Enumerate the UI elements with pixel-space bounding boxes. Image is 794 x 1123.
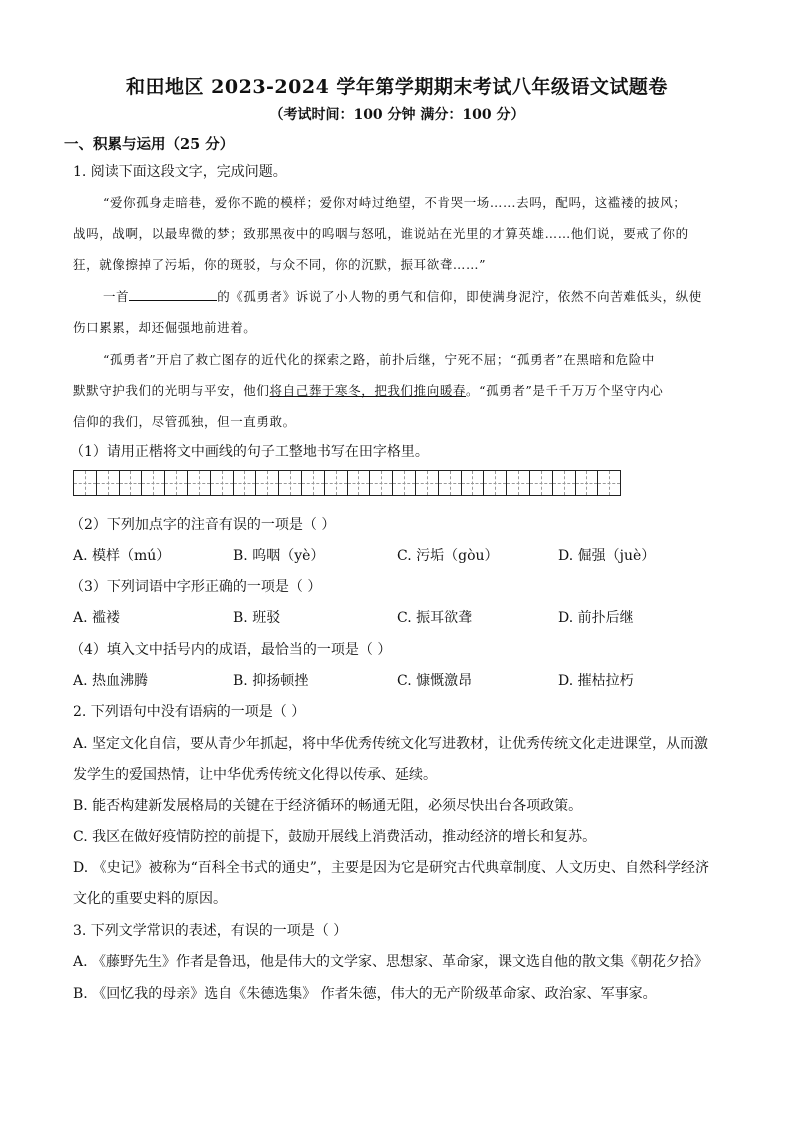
q2-stem: 2. 下列语句中没有语病的一项是（ ） [73,704,306,720]
sub4-option-c[interactable]: C. 慷慨激昂 [397,673,473,689]
q2-option-d-line-1[interactable]: D. 《史记》被称为“百科全书式的通史”，主要是因为它是研究古代典章制度、人文历史、自然科学经济 [73,860,709,876]
grid-cell[interactable] [370,471,393,495]
q1-lyric-line-2: 战吗，战啊，以最卑微的梦；致那黑夜中的呜咽与怒吼，谁说站在光里的才算英雄……他们说，要戒了你的 [73,226,689,241]
grid-cell[interactable] [393,471,416,495]
q1-sub2: （2）下列加点字的注音有误的一项是（ ） [70,517,336,533]
fill-blank[interactable] [129,288,217,301]
grid-cell[interactable] [325,471,348,495]
sub4-option-b[interactable]: B. 抑扬顿挫 [233,673,309,689]
grid-cell[interactable] [598,471,620,495]
tianzige-writing-grid[interactable] [73,470,621,496]
sub2-option-c[interactable]: C. 污垢（gòu） [397,548,499,564]
q3-stem: 3. 下列文学常识的表述，有误的一项是（ ） [73,923,348,939]
q1-para2-line-2: 伤口累累，却还倔强地前进着。 [73,320,257,335]
grid-cell[interactable] [188,471,211,495]
q1-para3-line-3: 信仰的我们，尽管孤独，但一直勇敢。 [73,414,296,429]
grid-cell[interactable] [279,471,302,495]
grid-cell[interactable] [302,471,325,495]
grid-cell[interactable] [484,471,507,495]
q2-option-d-line-2: 文化的重要史料的原因。 [73,891,227,907]
q3-option-a[interactable]: A. 《藤野先生》作者是鲁迅，他是伟大的文学家、思想家、革命家，课文选自他的散文集《朝花夕拾》 [73,954,709,970]
sub3-option-a[interactable]: A. 褴褛 [73,610,121,626]
q2-option-b[interactable]: B. 能否构建新发展格局的关键在于经济循环的畅通无阻，必须尽快出台各项政策。 [73,798,583,814]
grid-cell[interactable] [211,471,234,495]
q1-para3-post: 。“孤勇者”是千千万万个坚守内心 [466,383,664,398]
grid-cell[interactable] [120,471,143,495]
grid-cell[interactable] [234,471,257,495]
q1-para2-pre: 一首 [103,289,130,304]
grid-cell[interactable] [256,471,279,495]
q2-option-a-line-2: 发学生的爱国热情，让中华优秀传统文化得以传承、延续。 [73,767,437,783]
grid-cell[interactable] [165,471,188,495]
grid-cell[interactable] [74,471,97,495]
sub4-option-a[interactable]: A. 热血沸腾 [73,673,149,689]
grid-cell[interactable] [97,471,120,495]
q3-option-b[interactable]: B. 《回忆我的母亲》选自《朱德选集》 作者朱德，伟大的无产阶级革命家、政治家、军事家。 [73,986,657,1002]
q2-option-a-line-1[interactable]: A. 坚定文化自信，要从青少年抓起，将中华优秀传统文化写进教材，让优秀传统文化走进课堂，从而激 [73,736,709,752]
q1-para3-line-1: “孤勇者”开启了救亡图存的近代化的探索之路，前扑后继，宁死不屈；“孤勇者”在黑暗和危险中 [103,352,655,367]
grid-cell[interactable] [348,471,371,495]
grid-cell[interactable] [507,471,530,495]
q1-para3-pre: 默默守护我们的光明与平安，他们 [73,383,270,398]
q2-option-c[interactable]: C. 我区在做好疫情防控的前提下，鼓励开展线上消费活动，推动经济的增长和复苏。 [73,829,597,845]
sub2-option-b[interactable]: B. 呜咽（yè） [233,548,325,564]
q1-sub1: （1）请用正楷将文中画线的句子工整地书写在田字格里。 [70,444,429,460]
sub3-option-b[interactable]: B. 班驳 [233,610,281,626]
q1-lyric-line-3: 狂，就像擦掉了污垢，你的斑驳，与众不同，你的沉默，振耳欲聋……” [73,257,487,272]
grid-cell[interactable] [416,471,439,495]
sub2-option-d[interactable]: D. 倔强（juè） [558,548,656,564]
exam-title: 和田地区 2023-2024 学年第学期期末考试八年级语文试题卷 [126,76,668,98]
sub2-option-a[interactable]: A. 模样（mú） [73,548,171,564]
sub4-option-d[interactable]: D. 摧枯拉朽 [558,673,634,689]
q1-sub4: （4）填入文中括号内的成语，最恰当的一项是（ ） [70,642,392,658]
q1-para2-post: 的《孤勇者》诉说了小人物的勇气和信仰，即使满身泥泞，依然不向苦难低头，纵使 [217,289,702,304]
q1-lyric-line-1: “爱你孤身走暗巷，爱你不跪的模样；爱你对峙过绝望，不肯哭一场……去吗，配吗，这褴褛的披风； [103,195,687,210]
sub3-option-d[interactable]: D. 前扑后继 [558,610,634,626]
q1-para2-line-1 [103,287,702,305]
grid-cell[interactable] [142,471,165,495]
grid-cell[interactable] [530,471,553,495]
q1-para3-line-2 [73,381,663,399]
grid-cell[interactable] [553,471,576,495]
underlined-sentence: 将自己葬于寒冬，把我们推向暖春 [269,383,467,398]
exam-subtitle: （考试时间：100 分钟 满分：100 分） [269,107,525,123]
sub3-option-c[interactable]: C. 振耳欲聋 [397,610,473,626]
q1-sub3: （3）下列词语中字形正确的一项是（ ） [70,579,322,595]
grid-cell[interactable] [462,471,485,495]
grid-cell[interactable] [576,471,599,495]
q1-stem: 1. 阅读下面这段文字，完成问题。 [73,164,287,180]
grid-cell[interactable] [439,471,462,495]
section-heading: 一、积累与运用（25 分） [64,136,235,153]
